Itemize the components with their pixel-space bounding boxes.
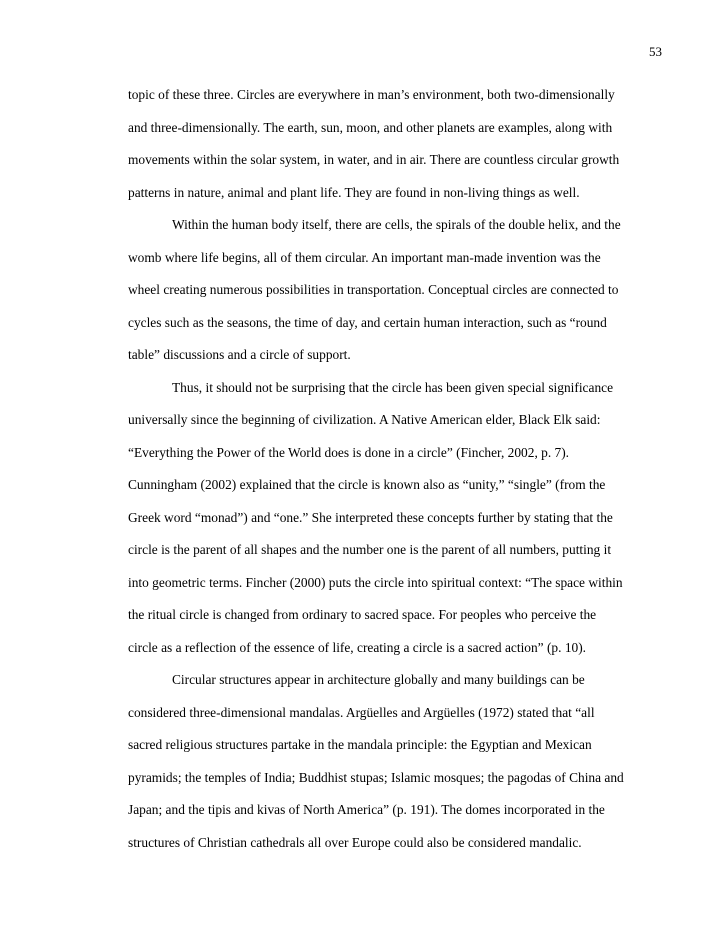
text-line: womb where life begins, all of them circular. An important man-made invention was the bbox=[128, 249, 601, 265]
text-line: into geometric terms. Fincher (2000) puts the circle into spiritual context: “The space within bbox=[128, 574, 623, 590]
paragraph-first-line: Thus, it should not be surprising that the circle has been given special significance bbox=[172, 379, 614, 395]
text-line: considered three-dimensional mandalas. Argüelles and Argüelles (1972) stated that “all bbox=[128, 704, 595, 720]
text-line: topic of these three. Circles are everywhere in man’s environment, both two-dimensionally bbox=[128, 87, 615, 102]
text-line: pyramids; the temples of India; Buddhist stupas; Islamic mosques; the pagodas of China and bbox=[128, 769, 624, 785]
paragraph-first-line: Within the human body itself, there are cells, the spirals of the double helix, and the bbox=[172, 217, 621, 232]
text-line: movements within the solar system, in water, and in air. There are countless circular growth bbox=[128, 152, 620, 167]
text-line: circle is the parent of all shapes and the number one is the parent of all numbers, putting it bbox=[128, 542, 612, 557]
text-line: Greek word “monad”) and “one.” She interpreted these concepts further by stating that the bbox=[128, 509, 613, 525]
text-line: patterns in nature, animal and plant life. They are found in non-living things as well. bbox=[128, 184, 580, 200]
text-line: sacred religious structures partake in the mandala principle: the Egyptian and Mexican bbox=[128, 737, 592, 752]
text-line: structures of Christian cathedrals all over Europe could also be considered mandalic. bbox=[128, 834, 582, 850]
body-text bbox=[128, 82, 668, 862]
text-line: table” discussions and a circle of support. bbox=[128, 347, 351, 362]
text-line: circle as a reflection of the essence of life, creating a circle is a sacred action” (p. 10). bbox=[128, 639, 587, 655]
text-line: Cunningham (2002) explained that the circle is known also as “unity,” “single” (from the bbox=[128, 477, 606, 492]
text-line: universally since the beginning of civilization. A Native American elder, Black Elk said: bbox=[128, 412, 601, 427]
text-line: Japan; and the tipis and kivas of North America” (p. 191). The domes incorporated in the bbox=[128, 802, 605, 817]
text-line: wheel creating numerous possibilities in transportation. Conceptual circles are connected to bbox=[128, 282, 619, 297]
text-line: “Everything the Power of the World does is done in a circle” (Fincher, 2002, p. 7). bbox=[128, 444, 570, 460]
text-line: cycles such as the seasons, the time of day, and certain human interaction, such as “round bbox=[128, 314, 607, 330]
text-line: the ritual circle is changed from ordinary to sacred space. For peoples who perceive the bbox=[128, 607, 597, 622]
page-number: 53 bbox=[649, 44, 662, 59]
text-line: and three-dimensionally. The earth, sun, moon, and other planets are examples, along with bbox=[128, 119, 613, 135]
paragraph-first-line: Circular structures appear in architecture globally and many buildings can be bbox=[172, 672, 585, 687]
